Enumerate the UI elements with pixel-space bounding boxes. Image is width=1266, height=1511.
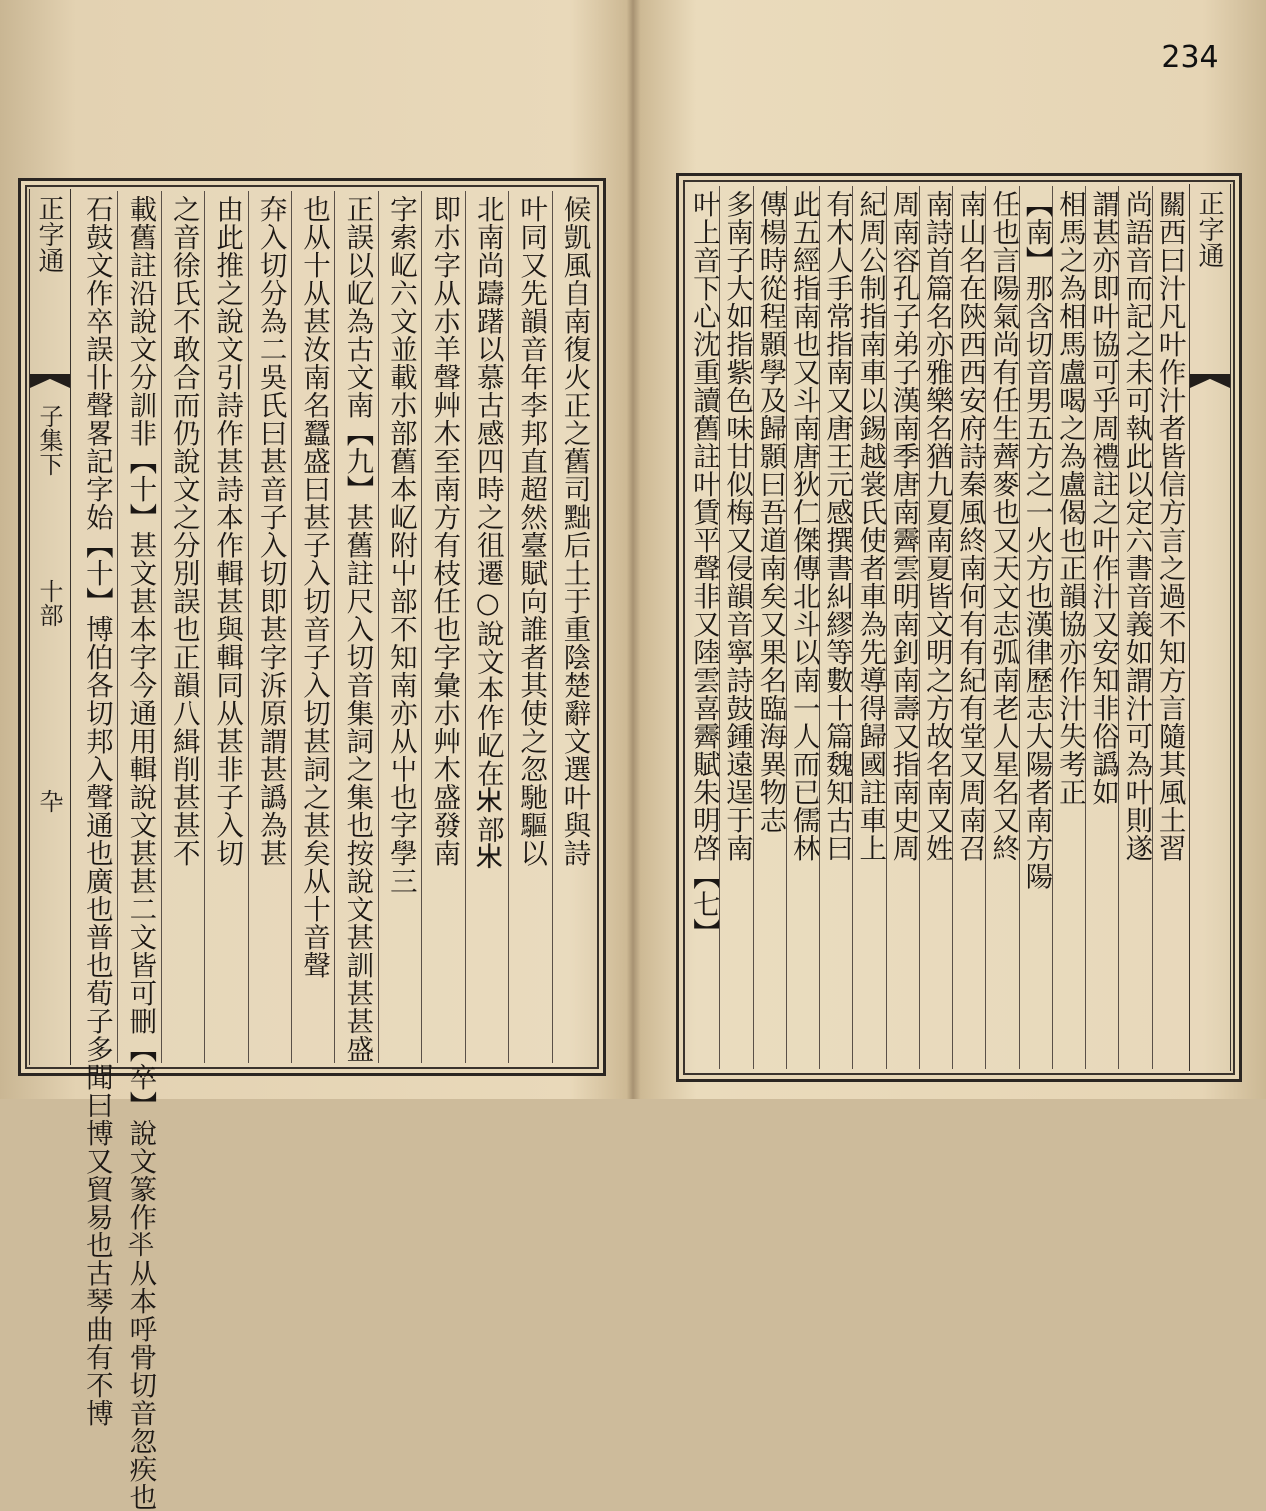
text-column: 㚏入切分為二吳氏曰甚音子入切即甚字泝原謂甚譌為甚 [248,191,291,1063]
text-column: 多南子大如指紫色味甘似梅又侵韻音寧詩鼓鍾遠逞于南 [719,186,752,1069]
text-column: 紀周公制指南車以錫越裳氏使者車為先導得歸國註車上 [852,186,885,1069]
text-column: 由此推之說文引詩作甚詩本作輯甚與輯同从甚非子入切 [204,191,247,1063]
right-text-columns [687,186,1185,1069]
text-column: 載舊註沿說文分訓非【十】甚文甚本字今通用輯說文甚甚二文皆可刪【卒】說文篆作𠦂从本呼骨切音忽疾也 [117,191,160,1063]
fish-tail-mark [30,374,70,388]
text-column: 正誤以𡴭為古文南【九】甚舊註尺入切音集詞之集也按說文甚訓甚甚盛 [334,191,377,1063]
left-margin-title: 正字通 [34,195,64,273]
right-margin-title: 正字通 [1194,190,1224,268]
text-column: 關西曰汁凡叶作汁者皆信方言之過不知方言隨其風土習 [1152,186,1185,1069]
text-column: 南詩首篇名亦雅樂名猶九夏南夏皆文明之方故名南又姓 [919,186,952,1069]
text-column: 相馬之為相馬盧喝之為盧偈也正韻協亦作汁失考正 [1052,186,1085,1069]
text-column: 【南】那含切音男五方之一火方也漢律歷志大陽者南方陽 [1019,186,1052,1069]
text-column: 石鼓文作卒誤卝聲畧記字始【十】博伯各切邦入聲通也廣也普也荀子多聞曰博又貿易也古琴曲有不博 [80,195,113,1427]
fish-tail-mark [1190,374,1230,388]
left-margin-radical: 十部 [35,579,63,627]
text-column: 傳楊時從程顥學及歸顥曰吾道南矣又果名臨海異物志 [753,186,786,1069]
left-margin-folio: 卆 [35,789,63,813]
left-text-columns [75,191,595,1511]
text-column: 叶上音下心沈重讀舊註叶賃平聲非又陸雲喜霽賦朱明啓【七】 [687,190,720,946]
text-column: 也从十从甚汝南名蠶盛曰甚子入切音子入切甚詞之甚矣从十音聲 [291,191,334,1063]
text-column: 南山名在陝西西安府詩秦風終南何有有紀有堂又周南召 [952,186,985,1069]
text-column: 候凱風自南復火正之舊司黜后土于重陰楚辭文選叶與詩 [552,191,595,1063]
left-margin-strip [29,189,71,1065]
text-column: 尚語音而記之未可執此以定六書音義如謂汁可為叶則遂 [1118,186,1151,1069]
page-number: 234 [1161,40,1219,75]
left-margin-section: 子集下 [35,404,63,476]
text-column: 任也言陽氣尚有任生薺麥也又天文志弧南老人星名又終 [985,186,1018,1069]
right-margin-strip [1189,184,1231,1071]
text-column: 有木人手常指南又唐王元感撰書糾繆等數十篇魏知古曰 [819,186,852,1069]
text-column: 叶同又先韻音年李邦直超然臺賦向誰者其使之忽馳驅以 [508,191,551,1063]
text-column: 此五經指南也又斗南唐狄仁傑傳北斗以南一人而已儒林 [786,186,819,1069]
right-page [676,173,1242,1082]
text-column: 之音徐氏不敢合而仍說文之分別誤也正韻八緝削甚甚不 [161,191,204,1063]
text-column: 字索𡴭六文並載朩部舊本𡴭附屮部不知南亦从屮也字學三 [378,191,421,1063]
left-page [18,178,606,1511]
text-column: 北南尚躊躇以慕古感四時之徂遷○說文本作𡴭在𣎵部𣎵 [465,191,508,1063]
text-column: 周南容孔子弟子漢南季唐南霽雲明南釗南壽又指南史周 [886,186,919,1069]
text-column: 即朩字从朩羊聲艸木至南方有枝任也字彙朩艸木盛發南 [421,191,464,1063]
text-column: 謂甚亦即叶協可乎周禮註之叶作汁又安知非俗譌如 [1085,186,1118,1069]
